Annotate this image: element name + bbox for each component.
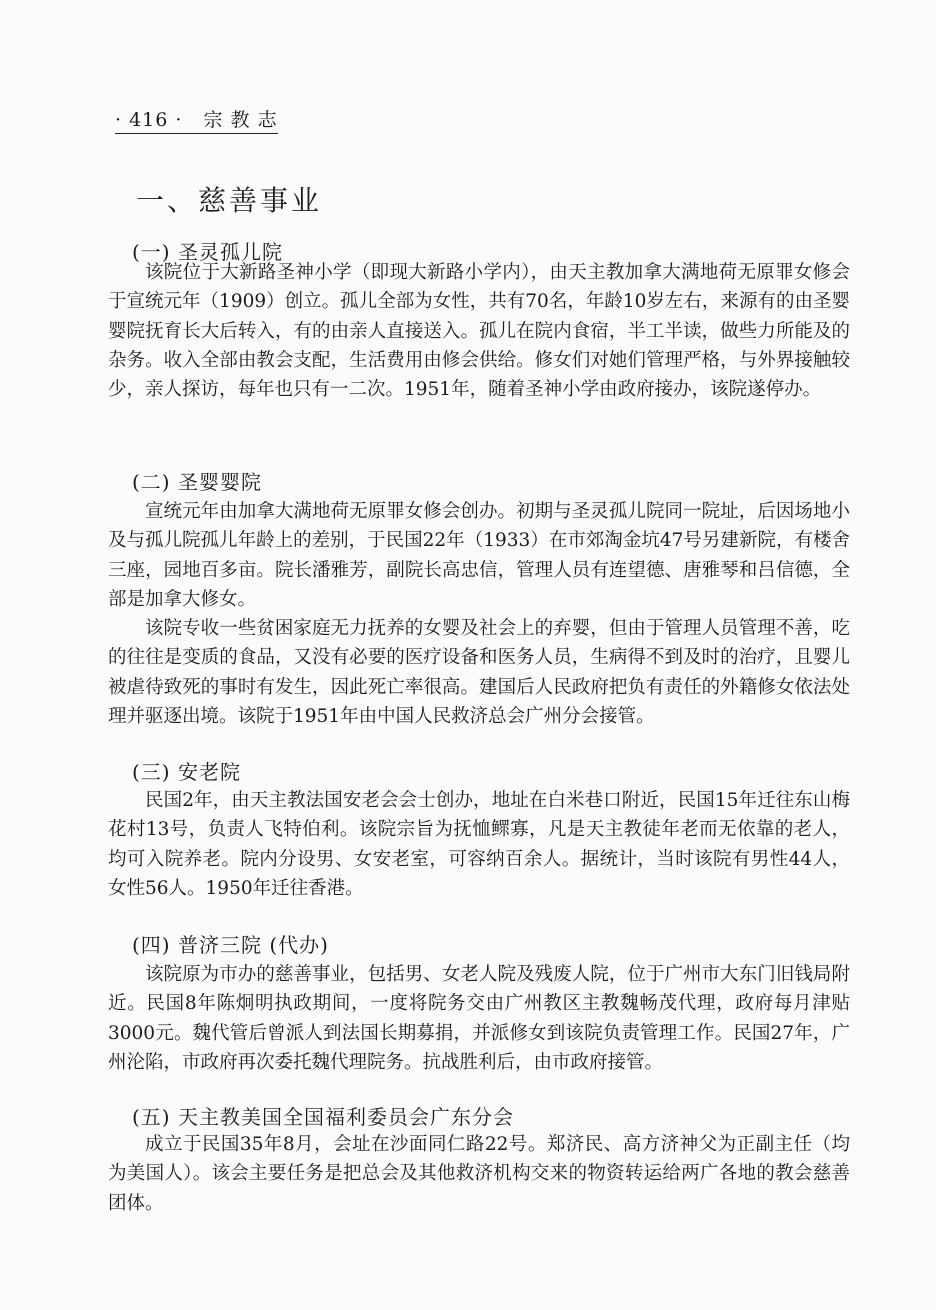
section-3-paragraph-1: 民国2年，由天主教法国安老会会士创办，地址在白米巷口附近，民国15年迁往东山梅花村13号，负责人飞特伯利。该院宗旨为抚恤鳏寡，凡是天主教徒年老而无依靠的老人，均可入院养老。院内分设男、女安老室，可容纳百余人。据统计，当时该院有男性44人，女性56人。1950年迁往香港。	[108, 790, 850, 899]
page-number: · 416 ·	[115, 109, 183, 131]
section-heading-3: (三) 安老院	[132, 760, 241, 784]
section-4-paragraph-1: 该院原为市办的慈善事业，包括男、女老人院及残废人院，位于广州市大东门旧钱局附近。民国8年陈炯明执政期间，一度将院务交由广州教区主教魏畅茂代理，政府每月津贴3000元。魏代管后曾派人到法国长期募捐，并派修女到该院负责管理工作。民国27年，广州沦陷，市政府再次委托魏代理院务。抗战胜利后，由市政府接管。	[108, 964, 850, 1073]
section-2-paragraph-1: 宣统元年由加拿大满地荷无原罪女修会创办。初期与圣灵孤儿院同一院址，后因场地小及与孤儿院孤儿年龄上的差别，于民国22年（1933）在市郊淘金坑47号另建新院，有楼舍三座，园地百多亩。院长潘雅芳，副院长高忠信，管理人员有连望德、唐雅琴和吕信德，全部是加拿大修女。	[108, 501, 850, 610]
section-heading-1: (一) 圣灵孤儿院	[132, 240, 283, 264]
section-5-paragraph-1: 成立于民国35年8月，会址在沙面同仁路22号。郑济民、高方济神父为正副主任（均为美国人）。该会主要任务是把总会及其他救济机构交来的物资转运给两广各地的教会慈善团体。	[108, 1134, 850, 1214]
section-2-paragraph-2: 该院专收一些贫困家庭无力抚养的女婴及社会上的弃婴，但由于管理人员管理不善，吃的往往是变质的食品，又没有必要的医疗设备和医务人员，生病得不到及时的治疗，且婴儿被虐待致死的事时有发生，因此死亡率很高。建国后人民政府把负有责任的外籍修女依法处理并驱逐出境。该院于1951年由中国人民救济总会广州分会接管。	[108, 618, 850, 727]
book-title: 宗 教 志	[203, 109, 278, 131]
page-header	[115, 105, 278, 134]
section-1-paragraph-1: 该院位于大新路圣神小学（即现大新路小学内），由天主教加拿大满地荷无原罪女修会于宣统元年（1909）创立。孤儿全部为女性，共有70名，年龄10岁左右，来源有的由圣婴婴院抚育长大后转入，有的由亲人直接送入。孤儿在院内食宿，半工半读，做些力所能及的杂务。收入全部由教会支配，生活费用由修会供给。修女们对她们管理严格，与外界接触较少，亲人探访，每年也只有一二次。1951年，随着圣神小学由政府接办，该院遂停办。	[108, 262, 850, 401]
chapter-title: 一、慈善事业	[136, 184, 323, 217]
section-heading-2: (二) 圣婴婴院	[132, 470, 262, 494]
section-heading-5: (五) 天主教美国全国福利委员会广东分会	[132, 1105, 514, 1129]
section-heading-4: (四) 普济三院 (代办)	[132, 933, 329, 957]
